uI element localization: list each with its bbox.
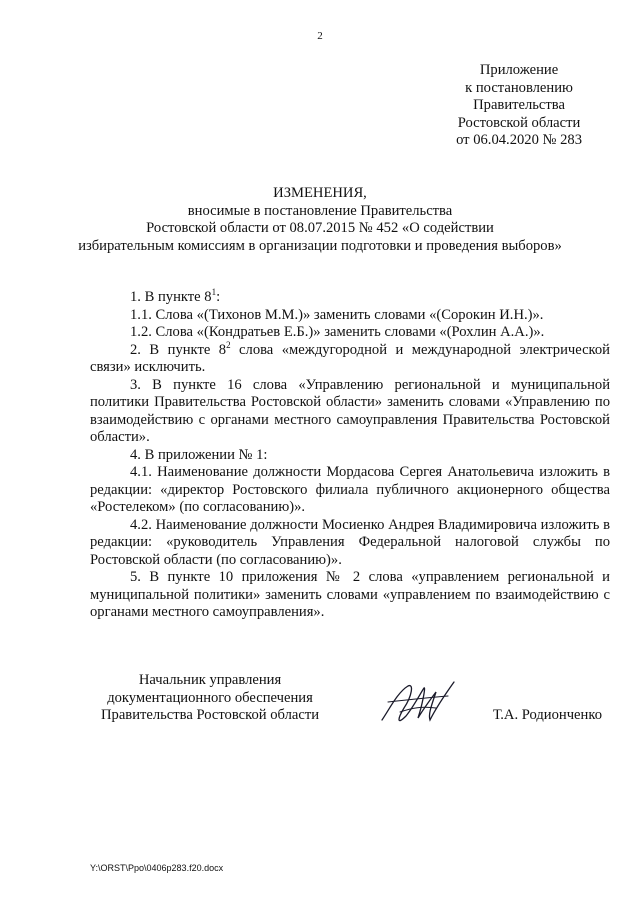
handwritten-signature-icon	[378, 678, 458, 730]
item-4: 4. В приложении № 1:	[130, 446, 268, 463]
appendix-block	[456, 62, 582, 150]
item-4-2: 4.2. Наименование должности Мосиенко Андрея Владимировича изложить в редакции: «руководитель Управления Федеральной налоговой службы по Ростовской области (по согласованию)».	[90, 516, 610, 568]
item-2-superscript: 2	[226, 339, 231, 350]
signatory-title-line: Начальник управления	[138, 672, 282, 688]
heading-title: ИЗМЕНЕНИЯ,	[273, 185, 367, 201]
item-5: 5. В пункте 10 приложения № 2 слова «управлением региональной и муниципальной политики» заменить словами «управлением по взаимодействию с органами местного самоуправления».	[90, 569, 610, 620]
document-heading	[0, 185, 640, 255]
signatory-name: Т.А. Родионченко	[492, 707, 602, 723]
appendix-line: к постановлению	[465, 79, 573, 96]
item-1: 1. В пункте $8^1$:	[130, 287, 221, 305]
item-4-1: 4.1. Наименование должности Мордасова Сергея Анатольевича изложить в редакции: «директор Ростовского филиала публичного акционерного общества «Ростелеком» (по согласованию)».	[90, 464, 610, 515]
page-number: 2	[317, 30, 323, 42]
item-1-1: 1.1. Слова «(Тихонов М.М.)» заменить словами «(Сорокин И.Н.)».	[130, 306, 544, 323]
item-2: 2. В пункте $8^2$ слова «междугородной и международной электрической связи» исключить.	[90, 339, 610, 375]
item-1-superscript: 1	[211, 287, 217, 298]
signatory-title-line: документационного обеспечения	[107, 689, 313, 706]
heading-line: избирательным комиссиям в организации подготовки и проведения выборов»	[78, 237, 562, 254]
appendix-line: Приложение	[479, 62, 559, 78]
file-path: Y:\ORST\Ppo\0406p283.f20.docx	[90, 863, 224, 873]
appendix-line: Ростовской области	[457, 114, 581, 131]
item-3: 3. В пункте 16 слова «Управлению региональной и муниципальной политики Правительства Ростовской области» заменить словами «Управлению по взаимодействию с органами местного самоуправления Правительства Ростовской области».	[90, 376, 610, 445]
document-body	[90, 289, 610, 622]
item-1-2: 1.2. Слова «(Кондратьев Е.Б.)» заменить словами «(Рохлин А.А.)».	[130, 324, 545, 340]
heading-line: Ростовской области от 08.07.2015 № 452 «О содействии	[146, 220, 494, 236]
signatory-title	[90, 672, 330, 725]
appendix-line: Правительства	[473, 97, 565, 113]
signatory-title-line: Правительства Ростовской области	[100, 707, 320, 723]
appendix-line: от 06.04.2020 № 283	[456, 132, 582, 148]
heading-line: вносимые в постановление Правительства	[187, 202, 453, 219]
